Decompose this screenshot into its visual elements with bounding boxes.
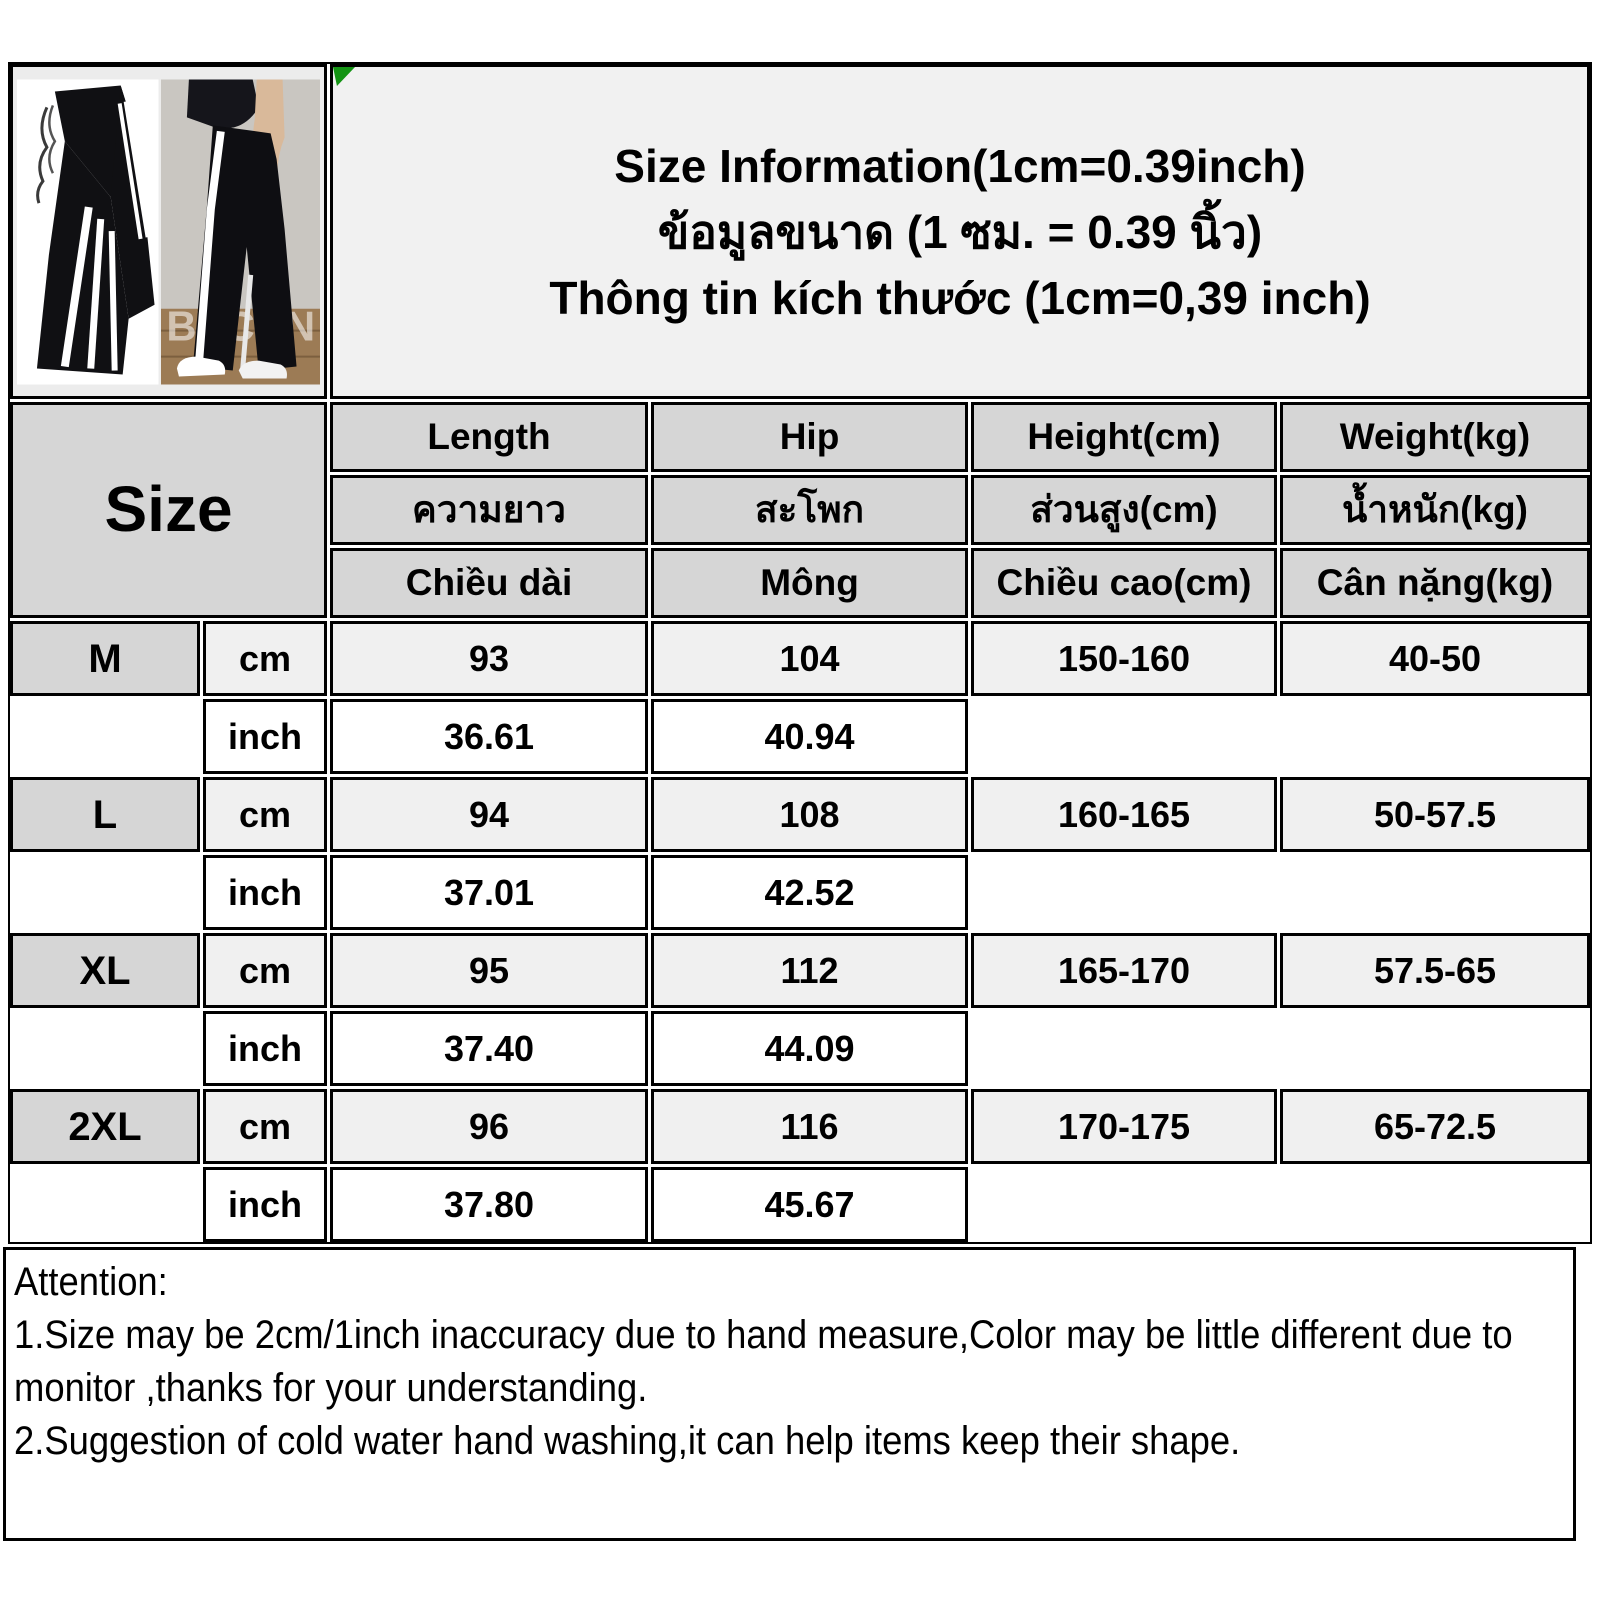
m-height-range: 150-160 [971, 621, 1277, 696]
2xl-height-range: 170-175 [971, 1089, 1277, 1164]
hip-header-en: Hip [651, 402, 968, 472]
product-photos [10, 64, 327, 399]
xl-hip-cm: 112 [651, 933, 968, 1008]
pants-model-photo [161, 79, 320, 385]
length-header-vi: Chiều dài [330, 548, 648, 618]
height-header-vi: Chiều cao(cm) [971, 548, 1277, 618]
xl-unit-cm: cm [203, 933, 327, 1008]
m-hip-cm: 104 [651, 621, 968, 696]
photo-watermark: BYCAN [165, 302, 315, 350]
attention-note-2: 2.Suggestion of cold water hand washing,it can help items keep their shape. [14, 1419, 1241, 1463]
pants-flatlay-photo [17, 79, 159, 385]
l-unit-inch: inch [203, 855, 327, 930]
size-column-header: Size [10, 402, 327, 618]
title-thai: ข้อมูลขนาด (1 ซม. = 0.39 นิ้ว) [657, 205, 1263, 258]
l-length-inch: 37.01 [330, 855, 648, 930]
size-2xl-label: 2XL [10, 1089, 200, 1164]
corner-marker-triangle [333, 67, 355, 86]
2xl-unit-cm: cm [203, 1089, 327, 1164]
m-hip-inch: 40.94 [651, 699, 968, 774]
l-height-range: 160-165 [971, 777, 1277, 852]
attention-title: Attention: [14, 1260, 168, 1304]
xl-unit-inch: inch [203, 1011, 327, 1086]
xl-length-inch: 37.40 [330, 1011, 648, 1086]
2xl-hip-cm: 116 [651, 1089, 968, 1164]
2xl-length-inch: 37.80 [330, 1167, 648, 1242]
xl-height-range: 165-170 [971, 933, 1277, 1008]
attention-note-1: 1.Size may be 2cm/1inch inaccuracy due to hand measure,Color may be little different due to monitor ,thanks for your understanding. [14, 1313, 1513, 1410]
m-length-cm: 93 [330, 621, 648, 696]
2xl-weight-range: 65-72.5 [1280, 1089, 1590, 1164]
hip-header-th: สะโพก [651, 475, 968, 545]
title-english: Size Information(1cm=0.39inch) [614, 139, 1306, 192]
l-hip-inch: 42.52 [651, 855, 968, 930]
attention-box [3, 1247, 1576, 1541]
l-hip-cm: 108 [651, 777, 968, 852]
height-header-en: Height(cm) [971, 402, 1277, 472]
height-header-th: ส่วนสูง(cm) [971, 475, 1277, 545]
2xl-length-cm: 96 [330, 1089, 648, 1164]
m-length-inch: 36.61 [330, 699, 648, 774]
m-weight-range: 40-50 [1280, 621, 1590, 696]
length-header-en: Length [330, 402, 648, 472]
title-block [330, 64, 1590, 399]
size-chart-table [8, 62, 1592, 1244]
size-xl-label: XL [10, 933, 200, 1008]
size-l-label: L [10, 777, 200, 852]
xl-weight-range: 57.5-65 [1280, 933, 1590, 1008]
weight-header-th: น้ำหนัก(kg) [1280, 475, 1590, 545]
title-vietnamese: Thông tin kích thước (1cm=0,39 inch) [549, 271, 1371, 324]
xl-hip-inch: 44.09 [651, 1011, 968, 1086]
m-unit-cm: cm [203, 621, 327, 696]
l-unit-cm: cm [203, 777, 327, 852]
length-header-th: ความยาว [330, 475, 648, 545]
2xl-unit-inch: inch [203, 1167, 327, 1242]
m-unit-inch: inch [203, 699, 327, 774]
xl-length-cm: 95 [330, 933, 648, 1008]
l-weight-range: 50-57.5 [1280, 777, 1590, 852]
l-length-cm: 94 [330, 777, 648, 852]
hip-header-vi: Mông [651, 548, 968, 618]
2xl-hip-inch: 45.67 [651, 1167, 968, 1242]
weight-header-vi: Cân nặng(kg) [1280, 548, 1590, 618]
size-m-label: M [10, 621, 200, 696]
weight-header-en: Weight(kg) [1280, 402, 1590, 472]
